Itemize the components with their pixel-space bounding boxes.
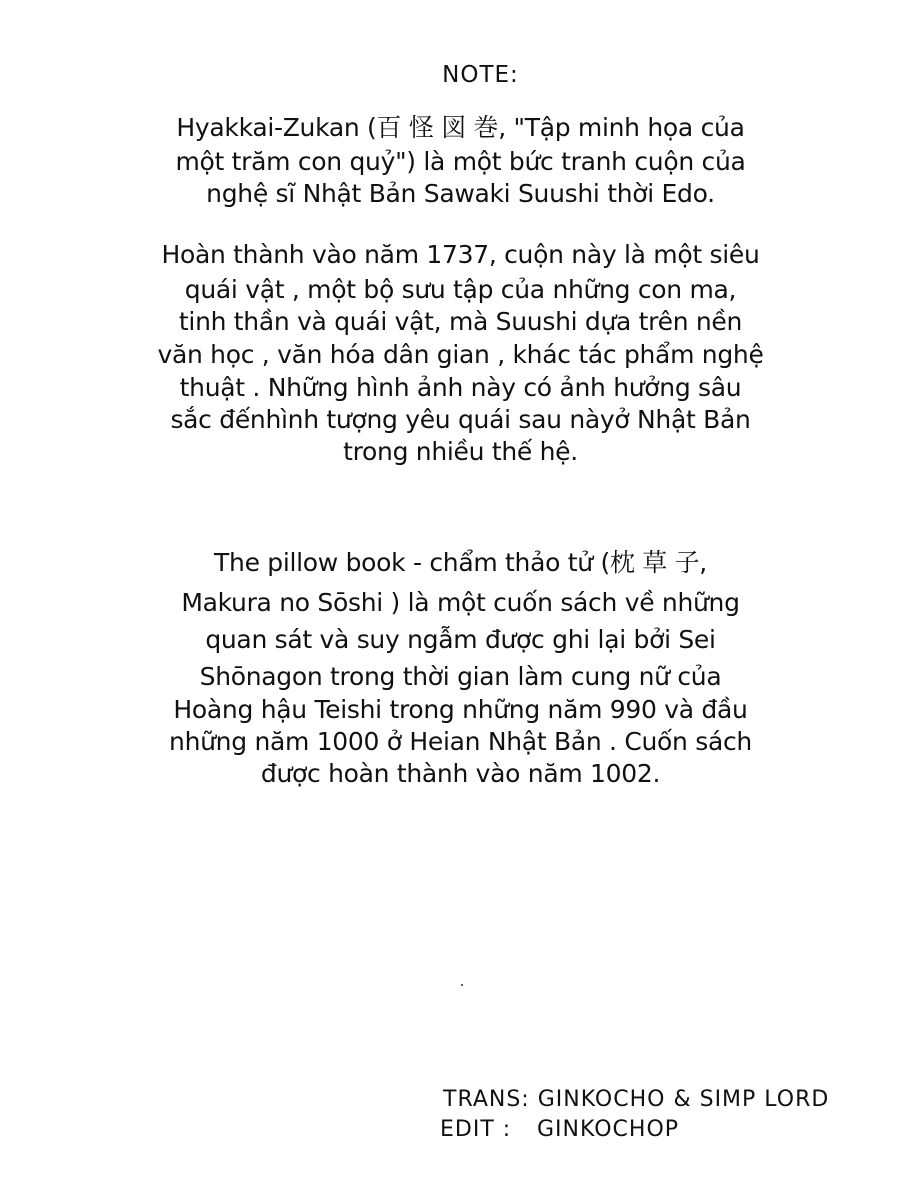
text-line: tinh thần và quái vật, mà Suushi dựa trên nền bbox=[178, 307, 743, 336]
text-line: trong nhiều thế hệ. bbox=[343, 437, 578, 466]
text-line: The pillow book - chẩm thảo tử (枕 草 子, bbox=[214, 548, 707, 577]
editor-name: GINKOCHOP bbox=[537, 1117, 680, 1142]
editor-label: EDIT : bbox=[440, 1117, 512, 1142]
text-line: sắc đếnhình tượng yêu quái sau nàyở Nhật Bản bbox=[170, 405, 751, 434]
text-line: nghệ sĩ Nhật Bản Sawaki Suushi thời Edo. bbox=[206, 179, 715, 208]
text-line: quan sát và suy ngẫm được ghi lại bởi Sei bbox=[205, 625, 716, 654]
text-line: Makura no Sōshi ) là một cuốn sách về những bbox=[181, 588, 740, 617]
text-line: thuật . Những hình ảnh này có ảnh hưởng sâu bbox=[179, 373, 742, 402]
text-line: những năm 1000 ở Heian Nhật Bản . Cuốn sách bbox=[169, 727, 752, 756]
text-line: Hoàng hậu Teishi trong những năm 990 và đầu bbox=[173, 695, 748, 724]
text-line: Shōnagon trong thời gian làm cung nữ của bbox=[199, 662, 722, 691]
text-line: Hoàn thành vào năm 1737, cuộn này là một siêu bbox=[161, 240, 760, 269]
text-line: được hoàn thành vào năm 1002. bbox=[260, 759, 661, 788]
note-title: NOTE: bbox=[442, 62, 519, 88]
text-line: quái vật , một bộ sưu tập của những con ma, bbox=[184, 275, 737, 304]
stray-mark bbox=[461, 984, 463, 986]
translator-credit: TRANS: GINKOCHO & SIMP LORD bbox=[443, 1087, 830, 1112]
text-line: một trăm con quỷ") là một bức tranh cuộn của bbox=[175, 147, 746, 176]
text-line: văn học , văn hóa dân gian , khác tác phẩm nghệ bbox=[157, 340, 764, 369]
text-line: Hyakkai-Zukan (百 怪 図 巻, "Tập minh họa của bbox=[176, 113, 745, 142]
